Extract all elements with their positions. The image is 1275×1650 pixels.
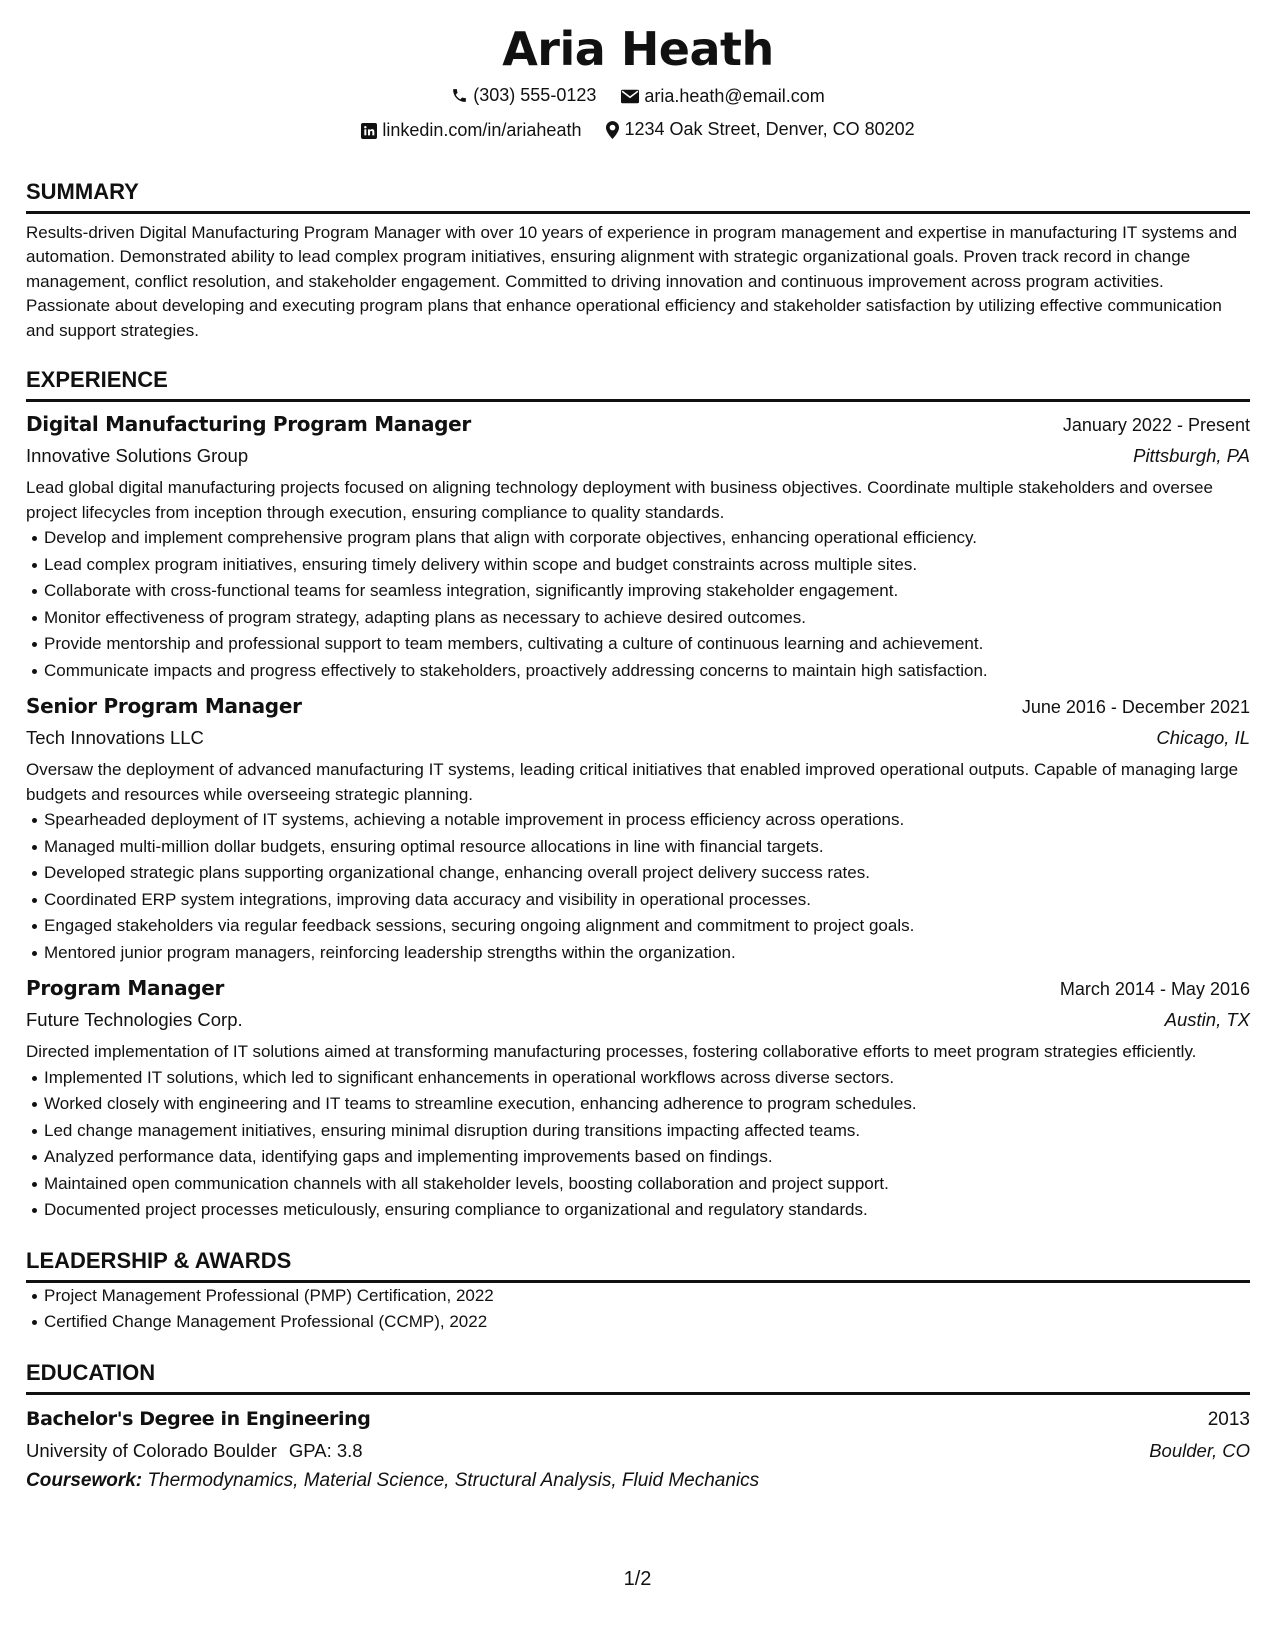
job-dates: January 2022 - Present: [1062, 415, 1250, 435]
linkedin-url: linkedin.com/in/ariaheath: [382, 120, 582, 140]
job-bullets: [26, 1065, 1250, 1224]
bullet-item: Lead complex program initiatives, ensuring timely delivery within scope and budget constraints across multiple sites.: [44, 552, 1250, 579]
bullet-item: Led change management initiatives, ensuring minimal disruption during transitions impacting affected teams.: [44, 1118, 1250, 1145]
bullet-item: Collaborate with cross-functional teams for seamless integration, significantly improving stakeholder engagement.: [44, 578, 1250, 605]
gpa: GPA: 3.8: [288, 1439, 363, 1461]
coursework-label: Coursework:: [26, 1469, 143, 1491]
bullet-item: Managed multi-million dollar budgets, ensuring optimal resource allocations in line with financial targets.: [44, 834, 1250, 861]
awards-list: [26, 1283, 1250, 1336]
job-bullets: [26, 525, 1250, 684]
job-bullets: [26, 807, 1250, 966]
linkedin-icon: [361, 123, 377, 139]
contact-line-1: [26, 80, 1250, 114]
envelope-icon: [621, 89, 639, 104]
candidate-name: Aria Heath: [502, 22, 774, 76]
resume-content: [26, 18, 1250, 1496]
summary-text: Results-driven Digital Manufacturing Program Manager with over 10 years of experience in program management and expertise in manufacturing IT systems and automation. Demonstrated ability to lead complex program initiatives, ensuring alignment with strategic organizational goals. Proven track record in change management, conflict resolution, and stakeholder engagement. Committed to driving innovation and continuous improvement across program activities. Passionate about developing and executing program plans that enhance operational efficiency and stakeholder satisfaction by utilizing effective communication and support strategies.: [26, 222, 1238, 340]
job-location: Austin, TX: [1164, 1009, 1250, 1030]
education-entry: [26, 1403, 1250, 1496]
bullet-item: Developed strategic plans supporting organizational change, enhancing overall project delivery success rates.: [44, 860, 1250, 887]
job-dates: March 2014 - May 2016: [1059, 979, 1250, 999]
contact-address: [606, 114, 914, 145]
bullet-item: Develop and implement comprehensive program plans that align with corporate objectives, enhancing operational efficiency.: [44, 525, 1250, 552]
coursework-line: [26, 1466, 1250, 1496]
bullet-item: Mentored junior program managers, reinforcing leadership strengths within the organization.: [44, 940, 1250, 967]
bullet-item: Worked closely with engineering and IT teams to streamline execution, enhancing adherence to program schedules.: [44, 1091, 1250, 1118]
company-name: Innovative Solutions Group: [26, 445, 249, 466]
graduation-year: 2013: [1207, 1408, 1250, 1430]
award-item: Project Management Professional (PMP) Certification, 2022: [44, 1283, 1250, 1310]
bullet-item: Maintained open communication channels with all stakeholder levels, boosting collaboration and project support.: [44, 1171, 1250, 1198]
bullet-item: Documented project processes meticulously, ensuring compliance to organizational and regulatory standards.: [44, 1197, 1250, 1224]
contact-linkedin: [361, 115, 581, 146]
job-location: Pittsburgh, PA: [1133, 445, 1250, 466]
email-address: aria.heath@email.com: [644, 86, 825, 106]
summary-heading: SUMMARY: [26, 179, 1250, 214]
company-name: Future Technologies Corp.: [26, 1009, 243, 1030]
job-location: Chicago, IL: [1156, 727, 1250, 748]
bullet-item: Provide mentorship and professional support to team members, cultivating a culture of continuous learning and achievement.: [44, 631, 1250, 658]
job-entry: [26, 972, 1250, 1224]
contact-phone: [451, 80, 596, 111]
coursework-list: Thermodynamics, Material Science, Structural Analysis, Fluid Mechanics: [147, 1469, 760, 1491]
job-dates: June 2016 - December 2021: [1021, 697, 1250, 717]
phone-number: (303) 555-0123: [473, 85, 597, 105]
page-number: 1/2: [623, 1568, 652, 1590]
job-title: Program Manager: [26, 976, 225, 1000]
bullet-item: Spearheaded deployment of IT systems, achieving a notable improvement in process efficiency across operations.: [44, 807, 1250, 834]
job-summary: Oversaw the deployment of advanced manufacturing IT systems, leading critical initiatives that enabled improved operational outputs. Capable of managing large budgets and resources while overseeing strategic planning.: [26, 760, 1239, 804]
contact-line-2: [26, 114, 1250, 149]
map-pin-icon: [606, 121, 619, 139]
award-item: Certified Change Management Professional (CCMP), 2022: [44, 1309, 1250, 1336]
job-title: Digital Manufacturing Program Manager: [26, 412, 471, 436]
education-heading: EDUCATION: [26, 1360, 1250, 1395]
bullet-item: Coordinated ERP system integrations, improving data accuracy and visibility in operational processes.: [44, 887, 1250, 914]
contact-email: [621, 81, 824, 112]
job-title: Senior Program Manager: [26, 694, 302, 718]
degree-name: Bachelor's Degree in Engineering: [26, 1407, 371, 1430]
bullet-item: Analyzed performance data, identifying gaps and implementing improvements based on findings.: [44, 1144, 1250, 1171]
job-entry: [26, 690, 1250, 966]
bullet-item: Implemented IT solutions, which led to significant enhancements in operational workflows across diverse sectors.: [44, 1065, 1250, 1092]
experience-heading: EXPERIENCE: [26, 367, 1250, 402]
bullet-item: Engaged stakeholders via regular feedback sessions, securing ongoing alignment and commitment to project goals.: [44, 913, 1250, 940]
job-summary: Directed implementation of IT solutions aimed at transforming manufacturing processes, fostering collaborative efforts to meet program strategies efficiently.: [26, 1042, 1197, 1061]
job-entry: [26, 408, 1250, 684]
company-name: Tech Innovations LLC: [26, 727, 204, 748]
school-line: [26, 1436, 363, 1466]
bullet-item: Communicate impacts and progress effectively to stakeholders, proactively addressing concerns to maintain high satisfaction.: [44, 658, 1250, 685]
job-summary: Lead global digital manufacturing projects focused on aligning technology deployment with business objectives. Coordinate multiple stakeholders and oversee project lifecycles from inception through execution, ensuring compliance to quality standards.: [26, 478, 1213, 522]
street-address: 1234 Oak Street, Denver, CO 80202: [624, 119, 915, 139]
phone-icon: [451, 87, 468, 104]
school-name: University of Colorado Boulder: [26, 1439, 277, 1461]
school-location: Boulder, CO: [1149, 1439, 1250, 1461]
awards-heading: LEADERSHIP & AWARDS: [26, 1248, 1250, 1283]
bullet-item: Monitor effectiveness of program strategy, adapting plans as necessary to achieve desired outcomes.: [44, 605, 1250, 632]
